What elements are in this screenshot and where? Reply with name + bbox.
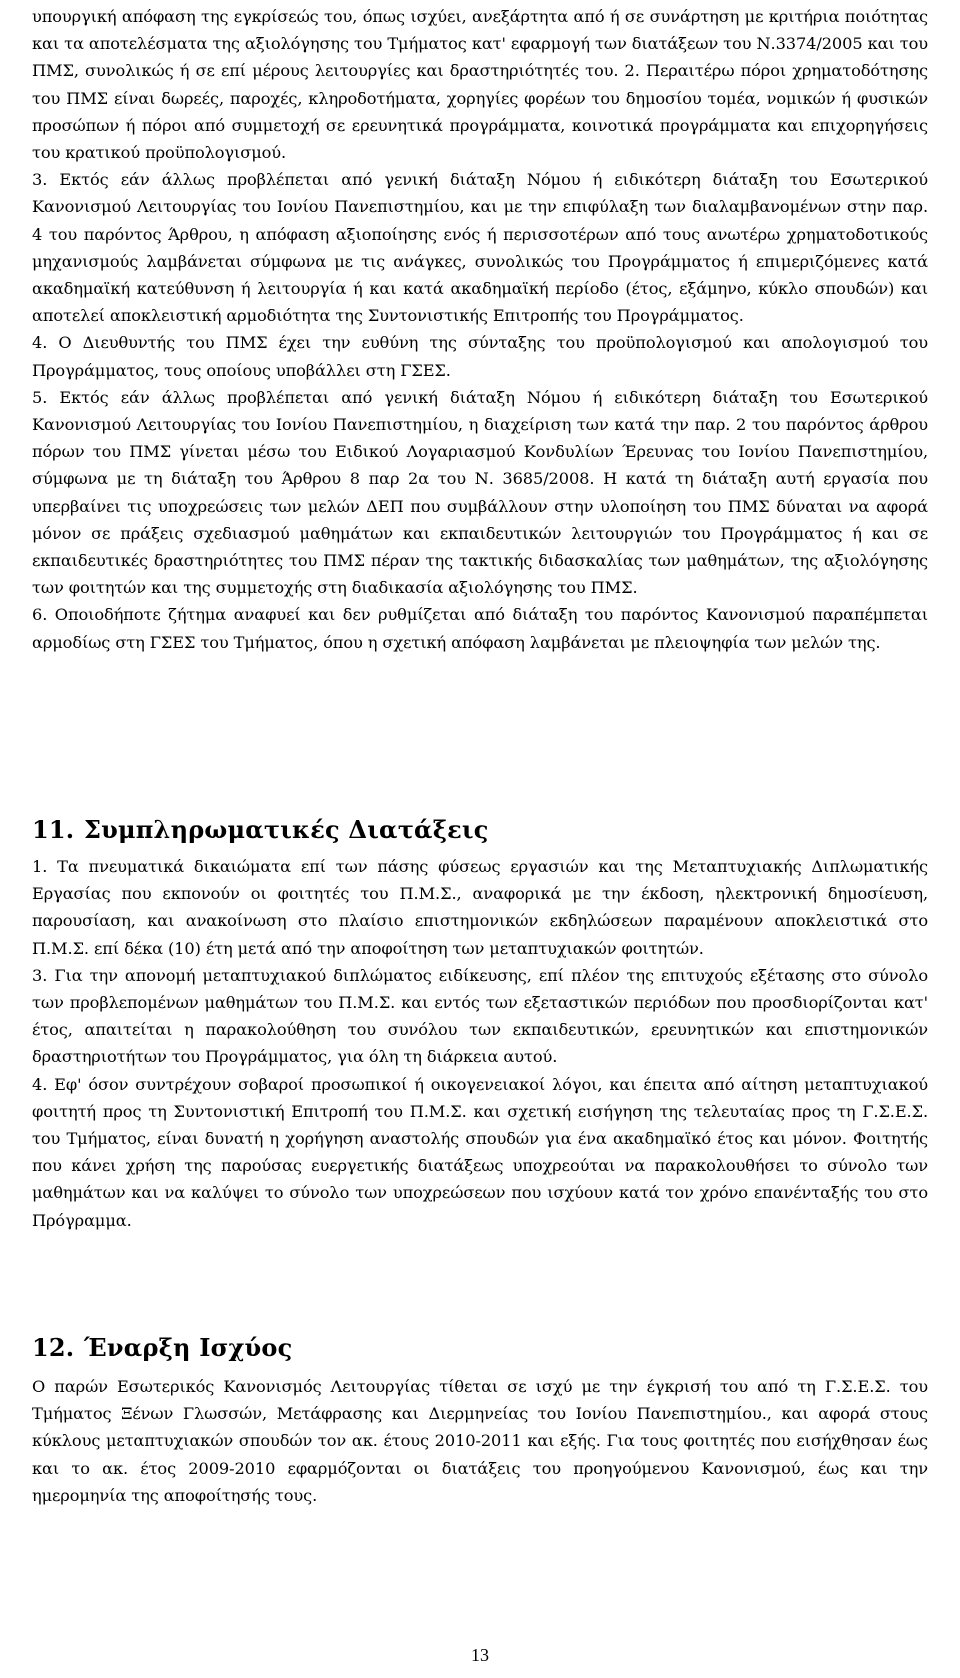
- paragraph: 5. Εκτός εάν άλλως προβλέπεται από γενική διάταξη Νόμου ή ειδικότερη διάταξη του Εσωτερικού Κανονισμού Λειτουργίας του Ιονίου Πανεπιστημίου, η διαχείριση των κατά την παρ. 2 του παρόντος άρθρου πόρων του ΠΜΣ γίνεται μέσω του Ειδικού Λογαριασμού Κονδυλίων Έρευνας του Ιονίου Πανεπιστημίου, σύμφωνα με τη διάταξη του Άρθρου 8 παρ 2α του Ν. 3685/2008. Η κατά τη διάταξη αυτή εργασία που υπερβαίνει τις υποχρεώσεις των μελών ΔΕΠ που συμβάλλουν στην υλοποίηση του ΠΜΣ δύναται να αφορά μόνον σε πράξεις σχεδιασμού μαθημάτων και εκπαιδευτικών λειτουργιών του Προγράμματος ή και σε εκπαιδευτικές δραστηριότητες του ΠΜΣ πέραν της τακτικής διδασκαλίας των μαθημάτων, της αξιολόγησης των φοιτητών και της συμμετοχής στη διαδικασία αξιολόγησης του ΠΜΣ.: [32, 387, 928, 598]
- paragraph: 3. Για την απονομή μεταπτυχιακού διπλώματος ειδίκευσης, επί πλέον της επιτυχούς εξέτασης στο σύνολο των προβλεπομένων μαθημάτων του Π.Μ.Σ. και εντός των εξεταστικών περιόδων που προσδιορίζονται κατ' έτος, απαιτείται η παρακολούθηση του συνόλου των εκπαιδευτικών, ερευνητικών και επιστημονικών δραστηριοτήτων του Προγράμματος, για όλη τη διάρκεια αυτού.: [32, 965, 928, 1067]
- section-number: 11.: [32, 815, 75, 844]
- section-number: 12.: [32, 1333, 75, 1362]
- paragraph: Ο παρών Εσωτερικός Κανονισμός Λειτουργίας τίθεται σε ισχύ με την έγκρισή του από τη Γ.Σ.Ε.Σ. του Τμήματος Ξένων Γλωσσών, Μετάφρασης και Διερμηνείας του Ιονίου Πανεπιστημίου., και αφορά στους κύκλους μεταπτυχιακών σπουδών τον ακ. έτους 2010-2011 και εξής. Για τους φοιτητές που εισήχθησαν έως και το ακ. έτος 2009-2010 εφαρμόζονται οι διατάξεις του προηγούμενου Κανονισμού, έως και την ημερομηνία της αποφοίτησής τους.: [32, 1377, 928, 1505]
- section-12-text: [32, 1373, 928, 1509]
- section-title: Έναρξη Ισχύος: [84, 1333, 293, 1362]
- paragraph: 6. Οποιοδήποτε ζήτημα αναφυεί και δεν ρυθμίζεται από διάταξη του παρόντος Κανονισμού παραπέμπεται αρμοδίως στη ΓΣΕΣ του Τμήματος, όπου η σχετική απόφαση λαμβάνεται με πλειοψηφία των μελών της.: [32, 605, 928, 652]
- section-title: Συμπληρωματικές Διατάξεις: [84, 815, 489, 844]
- paragraph: 1. Τα πνευματικά δικαιώματα επί των πάσης φύσεως εργασιών και της Μεταπτυχιακής Διπλωματικής Εργασίας που εκπονούν οι φοιτητές του Π.Μ.Σ., αναφορικά με την έκδοση, ηλεκτρονική δημοσίευση, παρουσίαση, και ανακοίνωση στο πλαίσιο επιστημονικών εκδηλώσεων παραμένουν αποκλειστικά στο Π.Μ.Σ. επί δέκα (10) έτη μετά από την αποφοίτηση των μεταπτυχιακών φοιτητών.: [32, 857, 928, 958]
- section-12-heading: [32, 1333, 928, 1363]
- paragraph: 4. Ο Διευθυντής του ΠΜΣ έχει την ευθύνη της σύνταξης του προϋπολογισμού και απολογισμού του Προγράμματος, τους οποίους υποβάλλει στη ΓΣΕΣ.: [32, 333, 928, 380]
- paragraph: 3. Εκτός εάν άλλως προβλέπεται από γενική διάταξη Νόμου ή ειδικότερη διάταξη του Εσωτερικού Κανονισμού Λειτουργίας του Ιονίου Πανεπιστημίου, και με την επιφύλαξη των διαλαμβανομένων στην παρ. 4 του παρόντος Άρθρου, η απόφαση αξιοποίησης ενός ή περισσοτέρων από τους ανωτέρω χρηματοδοτικούς μηχανισμούς λαμβάνεται σύμφωνα με τις ανάγκες, συνολικώς του Προγράμματος ή επιμεριζόμενες κατά ακαδημαϊκή κατεύθυνση ή λειτουργία ή και κατά ακαδημαϊκή περίοδο (έτος, εξάμηνο, κύκλο σπουδών) και αποτελεί αποκλειστική αρμοδιότητα της Συντονιστικής Επιτροπής του Προγράμματος.: [32, 170, 928, 326]
- section-top-text: [32, 3, 928, 656]
- section-11-heading: [32, 815, 928, 845]
- paragraph: υπουργική απόφαση της εγκρίσεώς του, όπως ισχύει, ανεξάρτητα από ή σε συνάρτηση με κριτήρια ποιότητας και τα αποτελέσματα της αξιολόγησης του Τμήματος κατ' εφαρμογή των διατάξεων του Ν.3374/2005 και του ΠΜΣ, συνολικώς ή σε επί μέρους λειτουργίες και δραστηριότητές του. 2. Περαιτέρω πόροι χρηματοδότησης του ΠΜΣ είναι δωρεές, παροχές, κληροδοτήματα, χορηγίες φορέων του δημοσίου τομέα, νομικών ή φυσικών προσώπων ή πόροι από συμμετοχή σε ερευνητικά προγράμματα, κοινοτικά προγράμματα και επιχορηγήσεις του κρατικού προϋπολογισμού.: [32, 7, 928, 163]
- paragraph: 4. Εφ' όσον συντρέχουν σοβαροί προσωπικοί ή οικογενειακοί λόγοι, και έπειτα από αίτηση μεταπτυχιακού φοιτητή προς τη Συντονιστική Επιτροπή του Π.Μ.Σ. και σχετική εισήγηση της τελευταίας προς τη Γ.Σ.Ε.Σ. του Τμήματος, είναι δυνατή η χορήγηση αναστολής σπουδών για ένα ακαδημαϊκό έτος και μόνον. Φοιτητής που κάνει χρήση της παρούσας ευεργετικής διατάξεως υποχρεούται να παρακολουθήσει το σύνολο των μαθημάτων και να καλύψει το σύνολο των υποχρεώσεων που ισχύουν κατά τον χρόνο επανένταξής του στο Πρόγραμμα.: [32, 1074, 928, 1230]
- page-number: 13: [471, 1645, 489, 1665]
- section-11-text: [32, 853, 928, 1234]
